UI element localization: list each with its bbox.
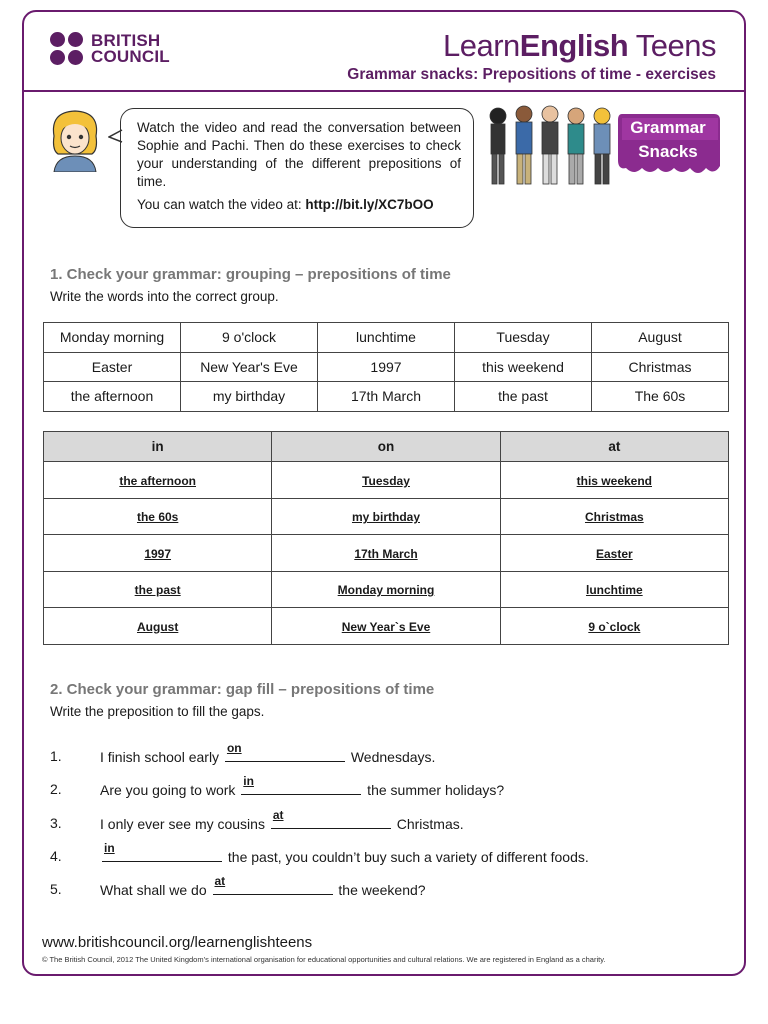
table-row [44,498,729,535]
answer-cell[interactable]: Tuesday [272,462,500,499]
table-row [44,571,729,608]
answer-cell[interactable]: August [44,608,272,645]
table-row [44,462,729,499]
answer-cell[interactable]: 1997 [44,535,272,572]
word-cell: 9 o'clock [181,323,318,353]
word-cell: New Year's Eve [181,352,318,382]
table-row [44,352,729,382]
table-row [44,382,729,412]
grouping-table [43,431,729,645]
gap-blank[interactable]: in [102,848,222,862]
word-cell: this weekend [455,352,592,382]
column-header-in: in [44,432,272,462]
video-prefix: You can watch the video at: [137,197,306,212]
word-cell: the past [455,382,592,412]
answer-cell[interactable]: my birthday [272,498,500,535]
word-cell: Monday morning [44,323,181,353]
section1-instruction: Write the words into the correct group. [50,289,279,304]
column-header-at: at [500,432,728,462]
badge-line-2: Snacks [638,142,698,161]
answer-cell[interactable]: Monday morning [272,571,500,608]
word-cell: Easter [44,352,181,382]
intro-speech-bubble [120,108,474,228]
column-header-on: on [272,432,500,462]
answer-cell[interactable]: the past [44,571,272,608]
section2-heading: 2. Check your grammar: gap fill – prepositions of time [50,681,435,698]
word-cell: 1997 [318,352,455,382]
gap-blank[interactable]: in [241,781,361,795]
learnenglish-teens-brand: LearnEnglish Teens [442,28,716,63]
word-cell: 17th March [318,382,455,412]
table-row [44,535,729,572]
answer-cell[interactable]: New Year`s Eve [272,608,500,645]
answer-cell[interactable]: the afternoon [44,462,272,499]
footer-copyright: © The British Council, 2012 The United Kingdom’s international organisation for educational opportunities and cultural relations. We are registered in England as a charity. [42,955,606,964]
table-row [44,323,729,353]
sophie-avatar-icon [46,106,104,172]
gap-blank[interactable]: on [225,748,345,762]
section1-heading: 1. Check your grammar: grouping – prepositions of time [50,266,451,283]
word-cell: the afternoon [44,382,181,412]
word-cell: lunchtime [318,323,455,353]
answer-cell[interactable]: Christmas [500,498,728,535]
answer-cell[interactable]: this weekend [500,462,728,499]
document-title: Grammar snacks: Prepositions of time - exercises [347,66,716,83]
logo-line-1: BRITISH [91,30,161,50]
video-link[interactable]: http://bit.ly/XC7bOO [305,197,434,212]
answer-cell[interactable]: the 60s [44,498,272,535]
badge-line-1: Grammar [630,118,706,137]
logo-line-2: COUNCIL [91,46,170,66]
word-cell: Christmas [592,352,729,382]
section2-instruction: Write the preposition to fill the gaps. [50,704,265,719]
characters-group-icon [484,102,622,188]
grammar-snacks-badge [614,110,722,180]
word-bank-table [43,322,729,412]
gap-blank[interactable]: at [271,815,391,829]
intro-text: Watch the video and read the conversation between Sophie and Pachi. Then do these exercises to check your understanding of the different prepositions of time. [137,120,461,189]
table-header-row [44,432,729,462]
logo-dots-icon [50,32,83,65]
footer-link[interactable]: www.britishcouncil.org/learnenglishteens [42,934,313,951]
word-cell: my birthday [181,382,318,412]
header-divider [22,90,746,92]
gap-blank[interactable]: at [213,881,333,895]
word-cell: Tuesday [455,323,592,353]
word-cell: The 60s [592,382,729,412]
answer-cell[interactable]: lunchtime [500,571,728,608]
table-row [44,608,729,645]
british-council-logo [50,32,170,65]
answer-cell[interactable]: 9 o`clock [500,608,728,645]
word-cell: August [592,323,729,353]
answer-cell[interactable]: 17th March [272,535,500,572]
answer-cell[interactable]: Easter [500,535,728,572]
